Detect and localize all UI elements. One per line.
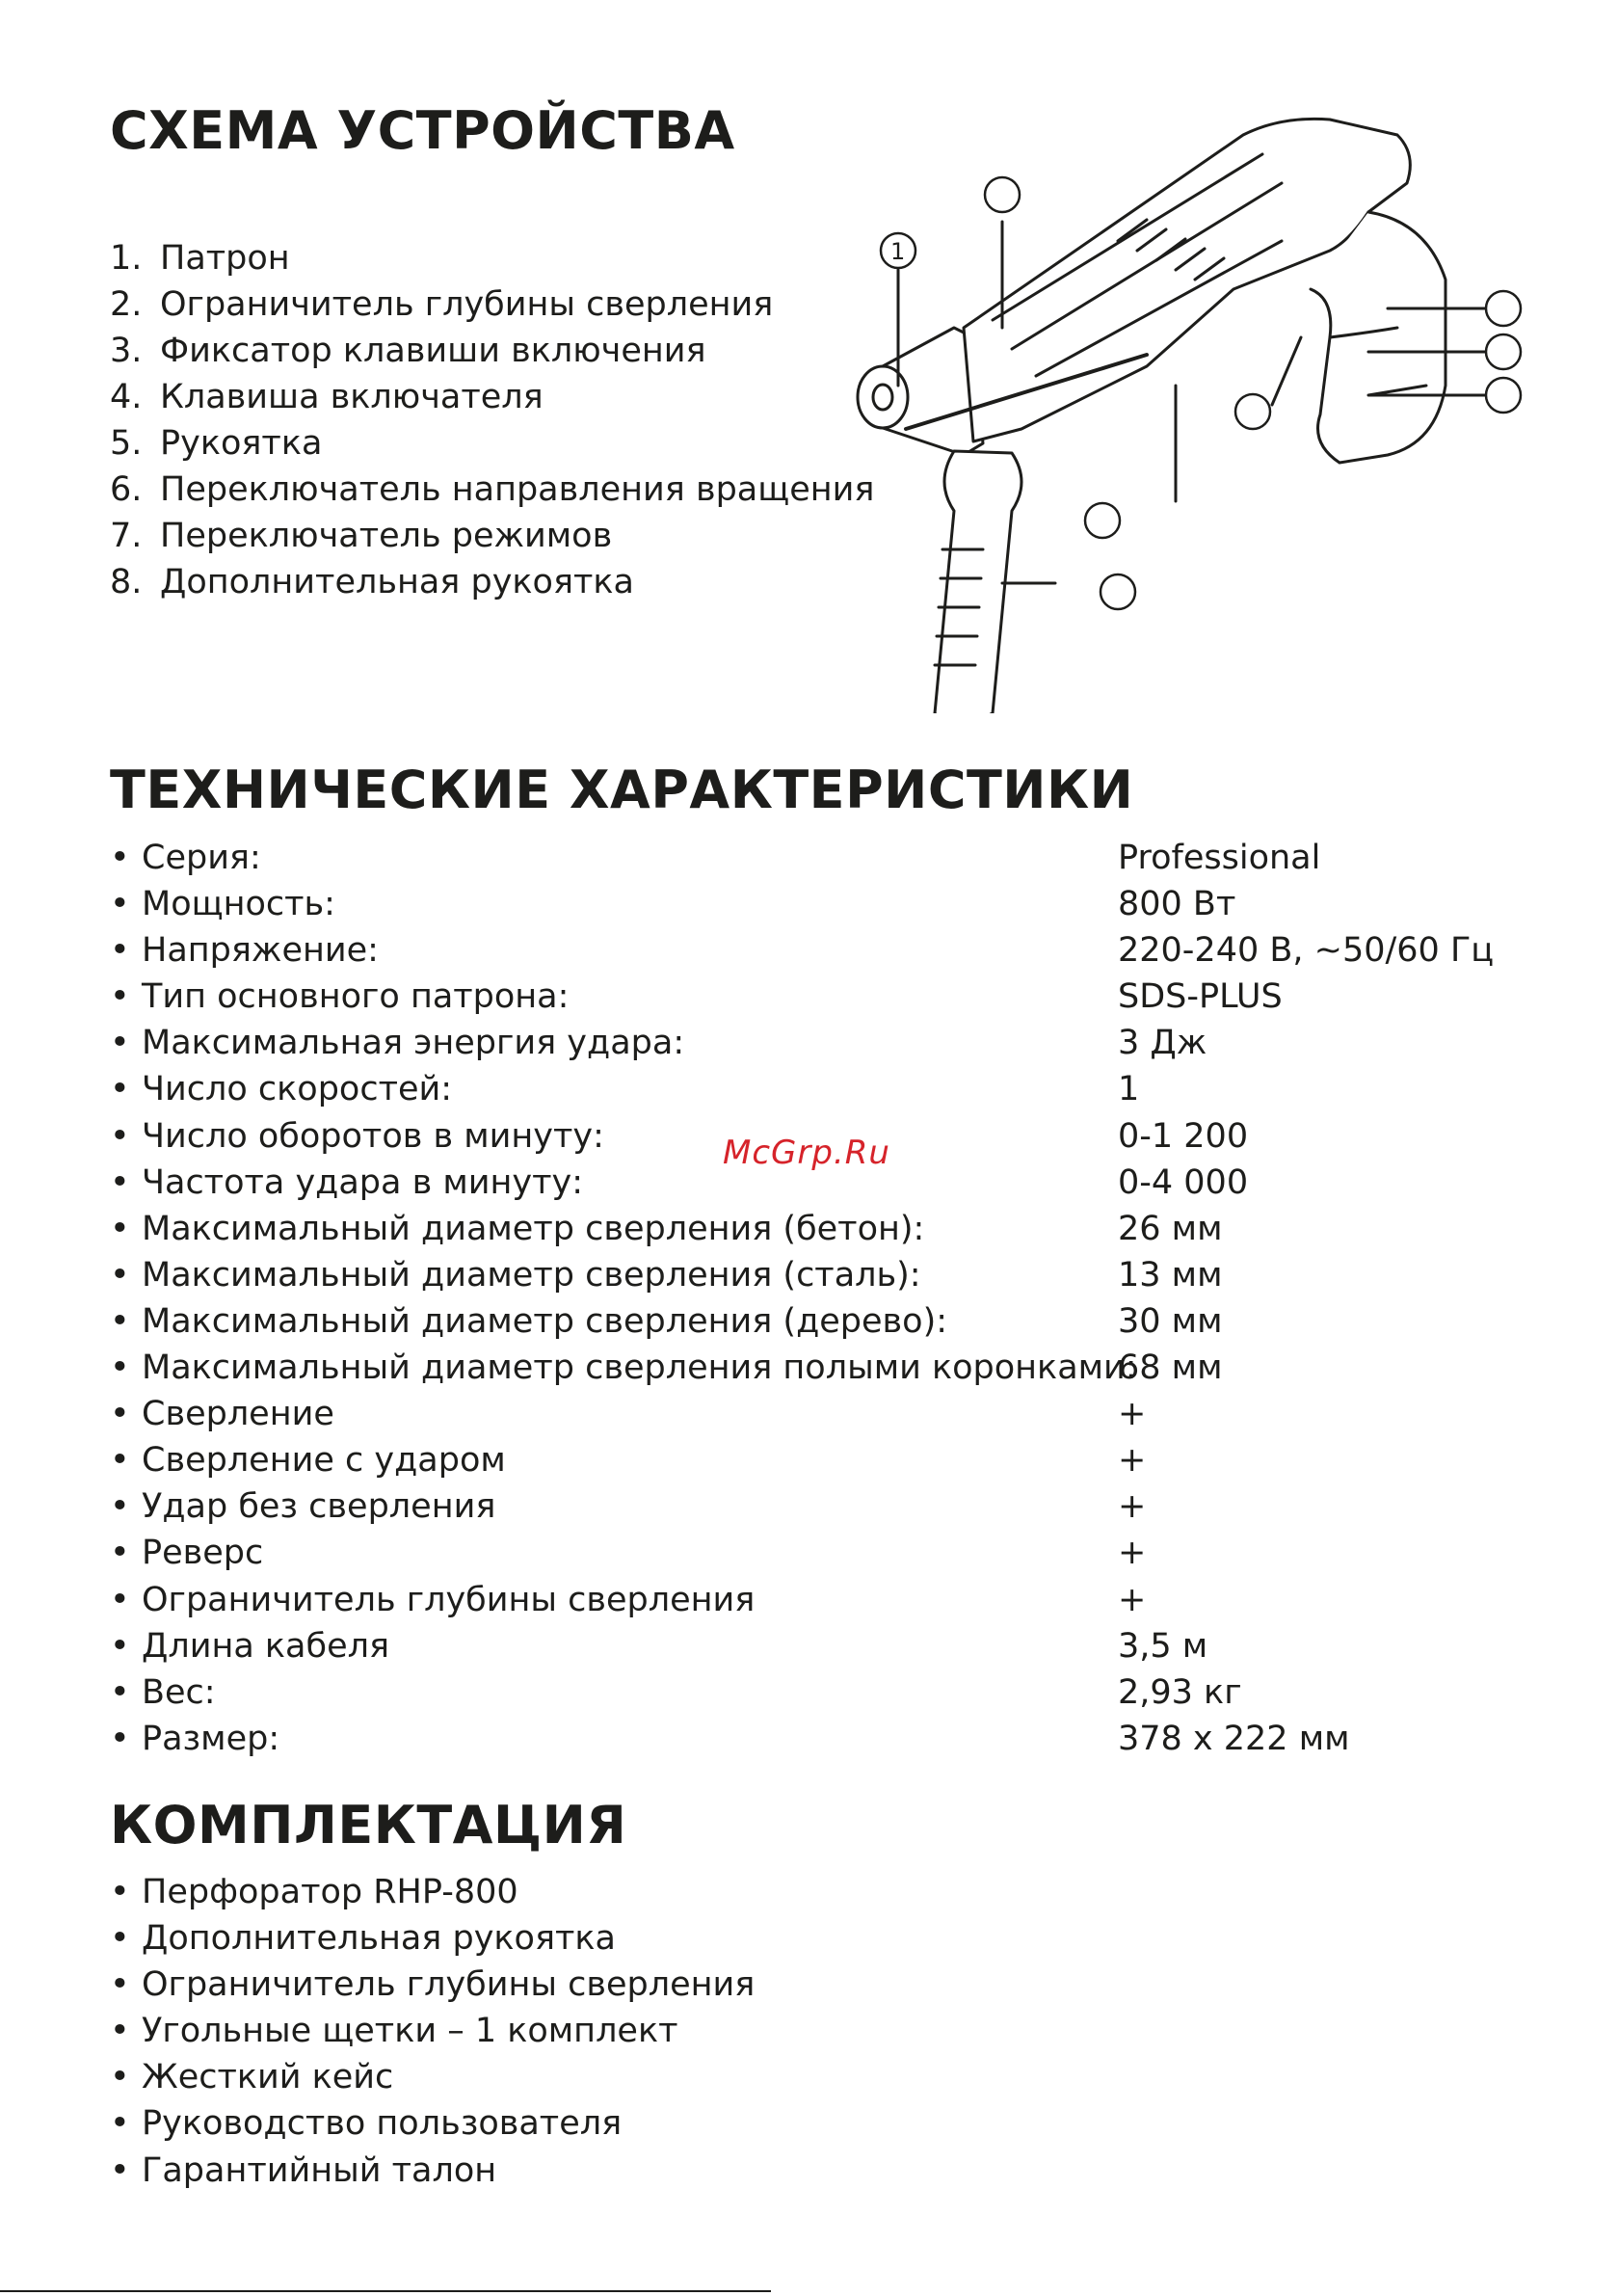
spec-label: Вес: bbox=[142, 1672, 216, 1712]
part-label: Ограничитель глубины сверления bbox=[160, 285, 774, 324]
spec-label: Реверс bbox=[142, 1534, 264, 1573]
spec-row bbox=[110, 1345, 1517, 1391]
footer-divider bbox=[0, 2290, 771, 2292]
spec-row bbox=[110, 1483, 1517, 1530]
spec-value: 378 х 222 мм bbox=[1118, 1719, 1350, 1758]
spec-value: 26 мм bbox=[1118, 1209, 1223, 1248]
kit-item-label: Жесткий кейс bbox=[142, 2058, 394, 2097]
bullet: • bbox=[110, 1487, 130, 1527]
kit-item bbox=[110, 2008, 977, 2054]
bullet: • bbox=[110, 1672, 130, 1712]
part-item bbox=[110, 374, 874, 420]
bullet: • bbox=[110, 1965, 130, 2005]
callout-4 bbox=[1486, 334, 1521, 369]
spec-row bbox=[110, 1252, 1517, 1298]
spec-label: Максимальный диаметр сверления (сталь): bbox=[142, 1255, 921, 1295]
bullet: • bbox=[110, 1070, 130, 1109]
spec-value: 3 Дж bbox=[1118, 1024, 1207, 1063]
part-item bbox=[110, 281, 874, 328]
spec-label: Длина кабеля bbox=[142, 1626, 390, 1666]
spec-label: Сверление bbox=[142, 1395, 334, 1434]
kit-item bbox=[110, 2100, 977, 2147]
bullet: • bbox=[110, 1301, 130, 1341]
spec-value: + bbox=[1118, 1534, 1147, 1573]
spec-row bbox=[110, 1530, 1517, 1576]
spec-row bbox=[110, 1391, 1517, 1437]
bullet: • bbox=[110, 2058, 130, 2097]
bullet: • bbox=[110, 1534, 130, 1573]
part-number: 2. bbox=[110, 285, 143, 324]
spec-label: Максимальный диаметр сверления (дерево): bbox=[142, 1301, 948, 1341]
spec-label: Число оборотов в минуту: bbox=[142, 1116, 604, 1156]
bullet: • bbox=[110, 1580, 130, 1619]
callout-7 bbox=[1085, 503, 1120, 538]
part-number: 3. bbox=[110, 332, 143, 370]
callout-8 bbox=[1101, 574, 1135, 609]
spec-value: SDS-PLUS bbox=[1118, 977, 1283, 1017]
bullet: • bbox=[110, 2104, 130, 2144]
part-item bbox=[110, 328, 874, 374]
part-label: Патрон bbox=[160, 239, 290, 278]
part-number: 8. bbox=[110, 563, 143, 601]
spec-row bbox=[110, 927, 1517, 974]
spec-label: Максимальная энергия удара: bbox=[142, 1024, 685, 1063]
bullet: • bbox=[110, 1024, 130, 1063]
spec-value: 3,5 м bbox=[1118, 1626, 1208, 1666]
spec-label: Удар без сверления bbox=[142, 1487, 496, 1527]
spec-value: Professional bbox=[1118, 839, 1321, 877]
watermark: McGrp.Ru bbox=[723, 1134, 890, 1172]
bullet: • bbox=[110, 1441, 130, 1481]
spec-row bbox=[110, 1577, 1517, 1623]
part-number: 6. bbox=[110, 470, 143, 509]
kit-item bbox=[110, 2148, 977, 2194]
spec-row bbox=[110, 1020, 1517, 1066]
part-number: 5. bbox=[110, 424, 143, 463]
spec-value: 800 Вт bbox=[1118, 885, 1236, 924]
section-title-scheme: СХЕМА УСТРОЙСТВА bbox=[110, 100, 735, 161]
bullet: • bbox=[110, 1348, 130, 1388]
bullet: • bbox=[110, 1719, 130, 1758]
spec-value: + bbox=[1118, 1441, 1147, 1481]
kit-item bbox=[110, 1962, 977, 2008]
part-label: Фиксатор клавиши включения bbox=[160, 332, 706, 370]
spec-value: 0-4 000 bbox=[1118, 1162, 1249, 1202]
spec-value: 30 мм bbox=[1118, 1301, 1223, 1341]
part-item bbox=[110, 235, 874, 281]
rotary-hammer-diagram bbox=[829, 96, 1542, 713]
chuck-shape bbox=[858, 366, 908, 428]
kit-item-label: Перфоратор RHP-800 bbox=[142, 1873, 518, 1911]
spec-label: Ограничитель глубины сверления bbox=[142, 1580, 756, 1619]
part-item bbox=[110, 467, 874, 513]
spec-value: 220-240 В, ~50/60 Гц bbox=[1118, 931, 1495, 971]
bullet: • bbox=[110, 1626, 130, 1666]
spec-label: Сверление с ударом bbox=[142, 1441, 506, 1481]
kit-item-label: Гарантийный талон bbox=[142, 2150, 497, 2190]
bullet: • bbox=[110, 1162, 130, 1202]
bullet: • bbox=[110, 1919, 130, 1959]
part-label: Рукоятка bbox=[160, 424, 323, 463]
spec-row bbox=[110, 1298, 1517, 1345]
kit-item bbox=[110, 2054, 977, 2100]
part-number: 4. bbox=[110, 378, 143, 416]
kit-item-label: Угольные щетки – 1 комплект bbox=[142, 2012, 678, 2051]
section-title-kit: КОМПЛЕКТАЦИЯ bbox=[110, 1795, 627, 1855]
spec-value: 1 bbox=[1118, 1070, 1140, 1109]
spec-row bbox=[110, 1623, 1517, 1669]
spec-label: Мощность: bbox=[142, 885, 335, 924]
spec-label: Напряжение: bbox=[142, 931, 379, 971]
callout-5 bbox=[1486, 378, 1521, 413]
callout-3 bbox=[1486, 291, 1521, 326]
kit-item-label: Руководство пользователя bbox=[142, 2104, 623, 2144]
bullet: • bbox=[110, 977, 130, 1017]
spec-row bbox=[110, 835, 1517, 881]
callout-1-number: 1 bbox=[890, 238, 906, 265]
bullet: • bbox=[110, 1116, 130, 1156]
spec-label: Число скоростей: bbox=[142, 1070, 453, 1109]
part-number: 7. bbox=[110, 517, 143, 555]
part-item bbox=[110, 559, 874, 605]
bullet: • bbox=[110, 1395, 130, 1434]
spec-table bbox=[110, 835, 1517, 1762]
spec-row bbox=[110, 1437, 1517, 1483]
spec-label: Частота удара в минуту: bbox=[142, 1162, 583, 1202]
bullet: • bbox=[110, 2012, 130, 2051]
callout-6 bbox=[1235, 394, 1270, 429]
part-label: Переключатель режимов bbox=[160, 517, 613, 555]
bullet: • bbox=[110, 839, 130, 877]
kit-list bbox=[110, 1869, 977, 2194]
spec-value: + bbox=[1118, 1487, 1147, 1527]
section-title-specs: ТЕХНИЧЕСКИЕ ХАРАКТЕРИСТИКИ bbox=[110, 760, 1134, 820]
spec-row bbox=[110, 1206, 1517, 1252]
bullet: • bbox=[110, 1255, 130, 1295]
spec-row bbox=[110, 881, 1517, 927]
part-label: Клавиша включателя bbox=[160, 378, 544, 416]
kit-item bbox=[110, 1869, 977, 1915]
kit-item-label: Дополнительная рукоятка bbox=[142, 1919, 616, 1959]
spec-value: 0-1 200 bbox=[1118, 1116, 1249, 1156]
spec-row bbox=[110, 974, 1517, 1020]
bullet: • bbox=[110, 1873, 130, 1911]
spec-label: Серия: bbox=[142, 839, 261, 877]
spec-value: 13 мм bbox=[1118, 1255, 1223, 1295]
spec-row bbox=[110, 1716, 1517, 1762]
part-number: 1. bbox=[110, 239, 143, 278]
part-item bbox=[110, 420, 874, 467]
callout-2 bbox=[985, 177, 1020, 212]
kit-item bbox=[110, 1915, 977, 1962]
spec-value: 68 мм bbox=[1118, 1348, 1223, 1388]
bullet: • bbox=[110, 931, 130, 971]
spec-label: Максимальный диаметр сверления полыми коронками: bbox=[142, 1348, 1137, 1388]
parts-list bbox=[110, 235, 874, 605]
spec-row bbox=[110, 1669, 1517, 1716]
part-item bbox=[110, 513, 874, 559]
bullet: • bbox=[110, 1209, 130, 1248]
spec-value: 2,93 кг bbox=[1118, 1672, 1242, 1712]
spec-value: + bbox=[1118, 1395, 1147, 1434]
spec-label: Размер: bbox=[142, 1719, 280, 1758]
part-label: Дополнительная рукоятка bbox=[160, 563, 634, 601]
spec-row bbox=[110, 1066, 1517, 1112]
part-label: Переключатель направления вращения bbox=[160, 470, 875, 509]
spec-label: Тип основного патрона: bbox=[142, 977, 570, 1017]
spec-label: Максимальный диаметр сверления (бетон): bbox=[142, 1209, 925, 1248]
bullet: • bbox=[110, 885, 130, 924]
spec-value: + bbox=[1118, 1580, 1147, 1619]
bullet: • bbox=[110, 2150, 130, 2190]
kit-item-label: Ограничитель глубины сверления bbox=[142, 1965, 756, 2005]
